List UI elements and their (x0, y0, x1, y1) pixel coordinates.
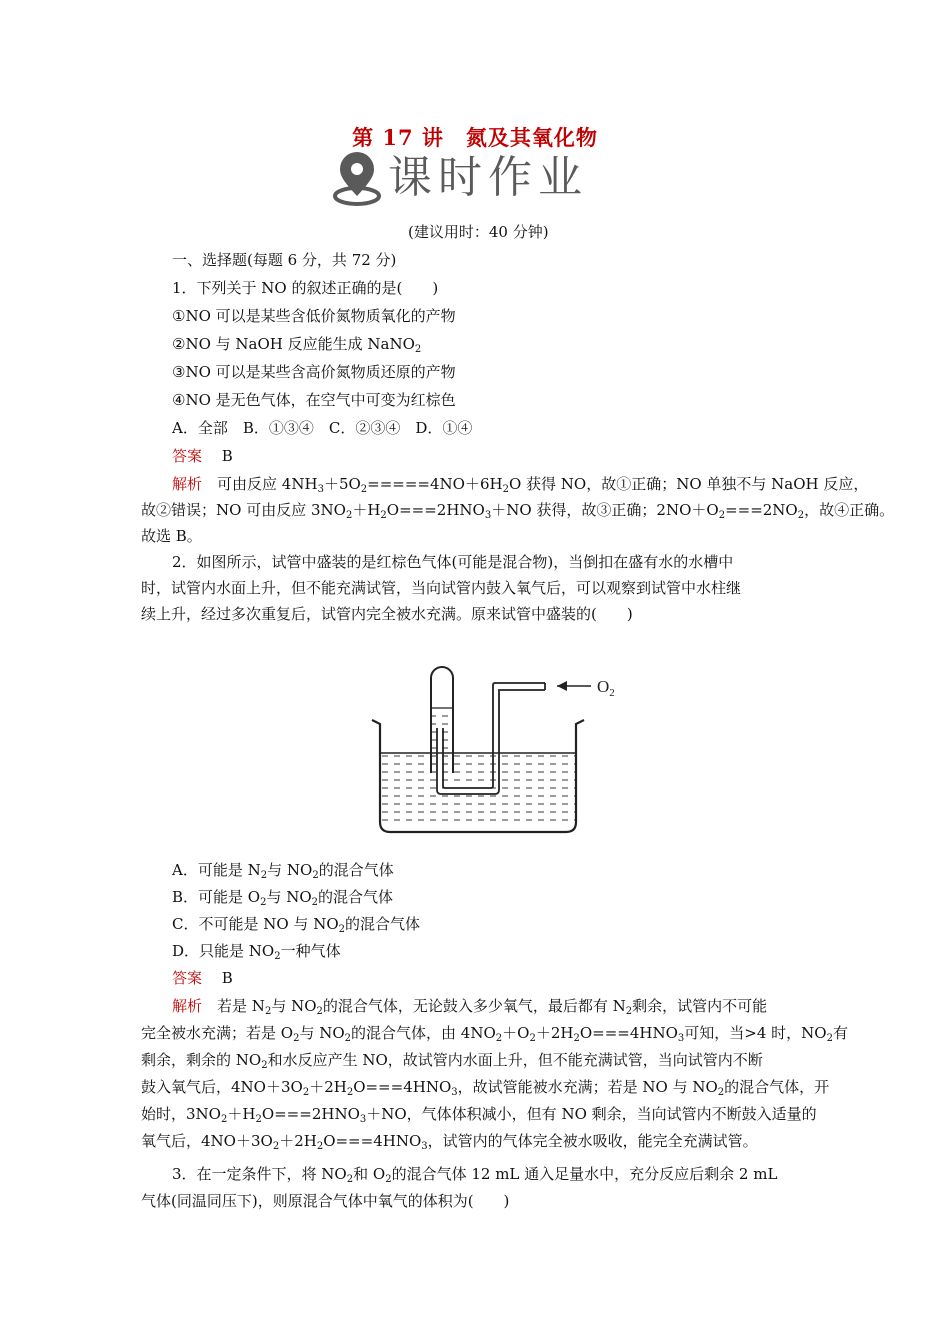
q2-stem: 续上升，经过多次重复后，试管内完全被水充满。原来试管中盛装的( ) (141, 605, 633, 623)
water (380, 753, 576, 825)
banner-label: 课时作业 (388, 152, 588, 203)
banner (330, 150, 620, 206)
section-heading: 一、选择题(每题 6 分，共 72 分) (172, 251, 397, 269)
q1-analysis: 故选 B。 (141, 527, 202, 545)
q2-stem: 时，试管内水面上升，但不能充满试管，当向试管内鼓入氧气后，可以观察到试管中水柱继 (141, 579, 742, 597)
time-hint: (建议用时：40 分钟) (408, 223, 549, 241)
q2-analysis: 始时，$3NO_2+H_2O===2HNO_3+NO$，气体体积减小，但有 NO 剩余，当向试管内不断鼓入适量的 (141, 1105, 817, 1125)
q2-analysis: 完全被水充满；若是 $O_2$与 $NO_2$的混合气体，由 $4NO_2+O_2+2H_2O===4HNO_3$可知，当>4 时，$NO_2$有 (141, 1024, 848, 1044)
q1-analysis: 故②错误；NO 可由反应 $3NO_2+H_2O===2HNO_3+NO$ 获得，故③正确；$2NO+O_2===2NO_2$，故④正确。 (141, 501, 895, 521)
q2-option-a: A．可能是 $N_2$与 $NO_2$的混合气体 (172, 861, 394, 881)
q1-analysis: 解析 可由反应 $4NH_3+5O_2=====4NO+6H_2O$ 获得 NO，故①正确；NO 单独不与 NaOH 反应， (172, 475, 869, 495)
q1-answer: 答案 B (172, 447, 233, 465)
q1-choices: A．全部 B．①③④ C．②③④ D．①④ (172, 419, 473, 437)
q2-option-d: D．只能是 $NO_2$一种气体 (172, 942, 341, 962)
q2-analysis: 鼓入氧气后，$4NO+3O_2+2H_2O===4HNO_3$，故试管能被水充满；若是 NO 与 $NO_2$的混合气体，开 (141, 1078, 830, 1098)
o2-label: $O_2$ (597, 677, 615, 699)
q2-stem: 2．如图所示，试管中盛装的是红棕色气体(可能是混合物)，当倒扣在盛有水的水槽中 (172, 553, 734, 571)
page-title: 第 17 讲 氮及其氧化物 (352, 125, 598, 150)
q1-stem: 1．下列关于 NO 的叙述正确的是( ) (172, 279, 439, 297)
q2-analysis: 氧气后，$4NO+3O_2+2H_2O===4HNO_3$，试管内的气体完全被水吸收，能完全充满试管。 (141, 1132, 758, 1152)
q1-statement: ②NO 与 NaOH 反应能生成 NaNO$_2$ (172, 335, 422, 355)
q3-stem: 气体(同温同压下)，则原混合气体中氧气的体积为( ) (141, 1192, 510, 1210)
q3-stem: 3．在一定条件下，将 $NO_2$和 $O_2$的混合气体 12 mL 通入足量水中，充分反应后剩余 2 mL (172, 1165, 778, 1185)
q2-answer: 答案 B (172, 969, 233, 987)
apparatus-diagram (345, 640, 645, 855)
location-pin-icon (330, 152, 384, 206)
q1-statement: ①NO 可以是某些含低价氮物质氧化的产物 (172, 307, 456, 325)
q2-option-b: B．可能是 $O_2$与 $NO_2$的混合气体 (172, 888, 394, 908)
q2-option-c: C．不可能是 NO 与 $NO_2$的混合气体 (172, 915, 421, 935)
q1-statement: ③NO 可以是某些含高价氮物质还原的产物 (172, 363, 456, 381)
q2-analysis: 剩余，剩余的 $NO_2$和水反应产生 NO，故试管内水面上升，但不能充满试管，当向试管内不断 (141, 1051, 763, 1071)
q1-statement: ④NO 是无色气体，在空气中可变为红棕色 (172, 391, 456, 409)
q2-analysis: 解析 若是 $N_2$与 $NO_2$的混合气体，无论鼓入多少氧气，最后都有 $N_2$剩余，试管内不可能 (172, 997, 768, 1017)
